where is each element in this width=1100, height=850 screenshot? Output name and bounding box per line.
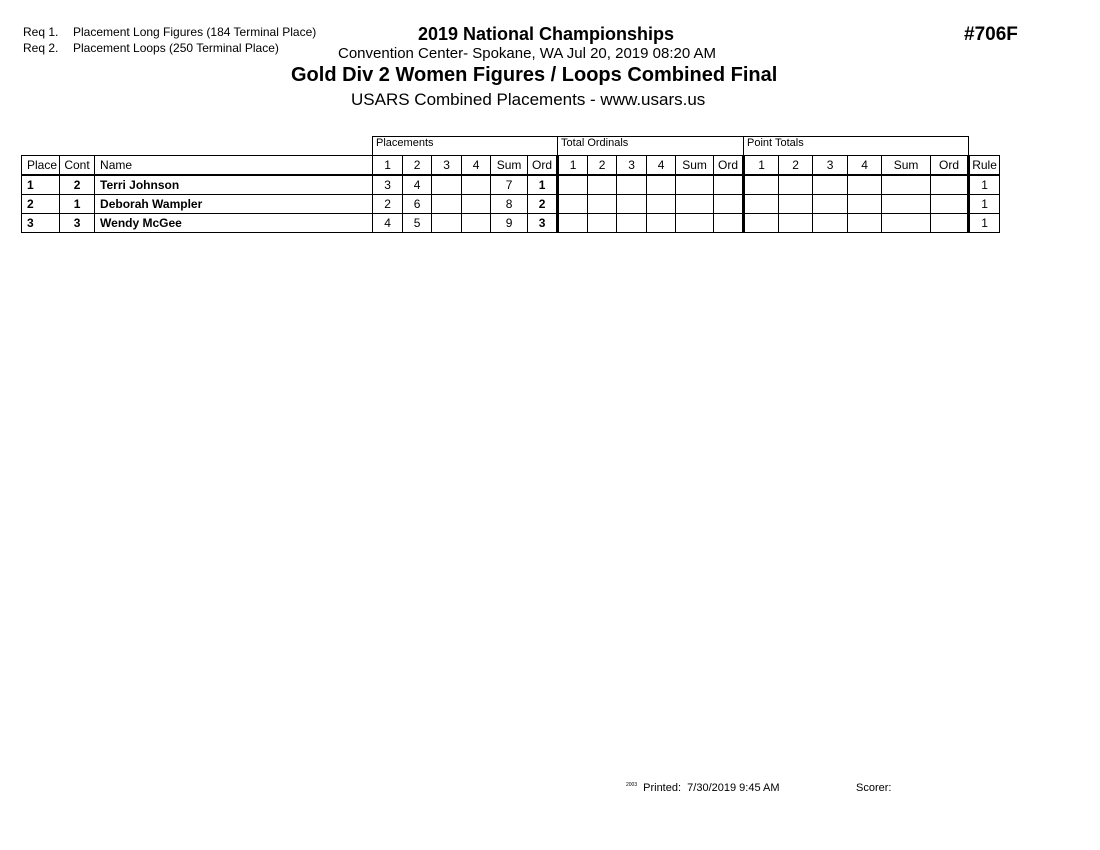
result-row — [22, 214, 1000, 233]
cell — [714, 214, 744, 233]
cell — [813, 175, 848, 195]
requirement-prefix: Req 1. — [23, 25, 59, 39]
cell — [676, 195, 714, 214]
cell: 8 — [491, 195, 528, 214]
requirement-text: Placement Long Figures (184 Terminal Place) — [73, 25, 317, 39]
group-header-row — [22, 137, 1000, 156]
cell: 4 — [373, 214, 403, 233]
cell — [779, 175, 813, 195]
skater-name-cell: Wendy McGee — [95, 214, 373, 233]
blank-cell — [969, 137, 1000, 156]
cell: 5 — [403, 214, 432, 233]
cell — [588, 195, 617, 214]
country-cell: 2 — [60, 175, 95, 195]
event-name: Gold Div 2 Women Figures / Loops Combined Final — [291, 64, 778, 86]
requirement-prefix: Req 2. — [23, 41, 59, 55]
group-placements: Placements — [373, 137, 558, 156]
country-cell: 1 — [60, 195, 95, 214]
cell — [676, 175, 714, 195]
column-header: Cont — [60, 156, 95, 176]
placements-subtitle: USARS Combined Placements - www.usars.us — [351, 90, 706, 109]
championship-title: 2019 National Championships — [418, 24, 675, 44]
event-number: #706F — [964, 24, 1018, 45]
cell: 2 — [373, 195, 403, 214]
column-header: Ord — [714, 156, 744, 176]
column-header: 4 — [462, 156, 491, 176]
column-header: 1 — [744, 156, 779, 176]
column-header: Rule — [969, 156, 1000, 176]
column-header: Ord — [528, 156, 558, 176]
cell — [931, 175, 969, 195]
cell — [462, 214, 491, 233]
cell — [462, 175, 491, 195]
skater-name-cell: Terri Johnson — [95, 175, 373, 195]
place-cell: 2 — [22, 195, 60, 214]
results-table — [21, 136, 1000, 233]
cell — [676, 214, 714, 233]
cell — [558, 175, 588, 195]
rule-cell: 1 — [969, 175, 1000, 195]
cell — [617, 214, 647, 233]
cell — [617, 175, 647, 195]
column-header: 2 — [588, 156, 617, 176]
cell — [744, 214, 779, 233]
printed-value: 7/30/2019 9:45 AM — [687, 782, 780, 794]
cell — [931, 214, 969, 233]
place-cell: 3 — [22, 214, 60, 233]
ordinal-cell: 3 — [528, 214, 558, 233]
ordinal-cell: 2 — [528, 195, 558, 214]
cell — [779, 214, 813, 233]
requirement-line — [23, 25, 316, 39]
scorer-label: Scorer: — [856, 782, 892, 794]
skater-name-cell: Deborah Wampler — [95, 195, 373, 214]
cell — [779, 195, 813, 214]
group-total-ordinals: Total Ordinals — [558, 137, 744, 156]
cell — [882, 214, 931, 233]
cell — [744, 195, 779, 214]
cell — [647, 195, 676, 214]
column-header: 3 — [432, 156, 462, 176]
cell — [558, 214, 588, 233]
cell — [813, 195, 848, 214]
column-header: 1 — [558, 156, 588, 176]
column-header: 4 — [647, 156, 676, 176]
column-header: Sum — [882, 156, 931, 176]
cell — [647, 175, 676, 195]
group-point-totals: Point Totals — [744, 137, 969, 156]
column-header: 2 — [779, 156, 813, 176]
rule-cell: 1 — [969, 195, 1000, 214]
cell — [588, 175, 617, 195]
cell — [462, 195, 491, 214]
result-rows — [22, 175, 1000, 233]
footer-code: 2003 — [626, 782, 638, 788]
cell: 4 — [403, 175, 432, 195]
cell: 7 — [491, 175, 528, 195]
cell: 3 — [373, 175, 403, 195]
cell — [714, 195, 744, 214]
cell — [848, 175, 882, 195]
column-header: Sum — [676, 156, 714, 176]
column-header: Name — [95, 156, 373, 176]
result-row — [22, 175, 1000, 195]
cell — [882, 195, 931, 214]
cell — [432, 214, 462, 233]
cell — [744, 175, 779, 195]
cell: 6 — [403, 195, 432, 214]
cell — [848, 214, 882, 233]
requirement-text: Placement Loops (250 Terminal Place) — [73, 41, 279, 55]
column-header: 3 — [813, 156, 848, 176]
requirement-line — [23, 41, 279, 55]
cell — [714, 175, 744, 195]
column-header: 3 — [617, 156, 647, 176]
cell — [432, 175, 462, 195]
rule-cell: 1 — [969, 214, 1000, 233]
column-header: Place — [22, 156, 60, 176]
footer-printed — [626, 782, 780, 794]
cell — [558, 195, 588, 214]
venue-datetime: Convention Center- Spokane, WA Jul 20, 2019 08:20 AM — [338, 45, 717, 62]
blank-cell — [22, 137, 373, 156]
column-header: Ord — [931, 156, 969, 176]
printed-label: Printed: — [643, 782, 682, 794]
column-header: Sum — [491, 156, 528, 176]
place-cell: 1 — [22, 175, 60, 195]
cell — [588, 214, 617, 233]
column-header: 1 — [373, 156, 403, 176]
country-cell: 3 — [60, 214, 95, 233]
column-header: 4 — [848, 156, 882, 176]
ordinal-cell: 1 — [528, 175, 558, 195]
column-header: 2 — [403, 156, 432, 176]
cell — [813, 214, 848, 233]
cell: 9 — [491, 214, 528, 233]
cell — [432, 195, 462, 214]
cell — [882, 175, 931, 195]
cell — [848, 195, 882, 214]
cell — [931, 195, 969, 214]
cell — [647, 214, 676, 233]
cell — [617, 195, 647, 214]
column-header-row — [22, 156, 1000, 176]
result-row — [22, 195, 1000, 214]
